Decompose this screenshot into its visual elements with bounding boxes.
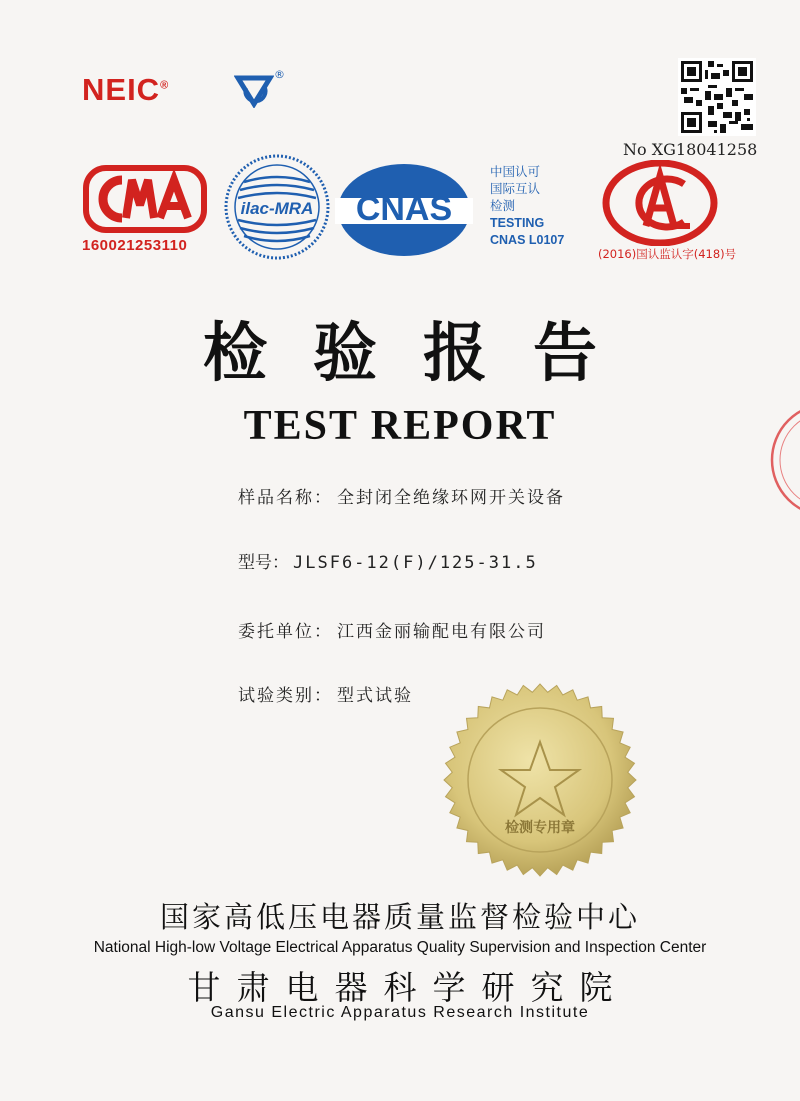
field-value: 型式试验 xyxy=(337,686,413,706)
qr-code-icon xyxy=(678,58,756,136)
gold-seal-icon xyxy=(440,680,640,880)
cnas-accreditation-text: 中国认可 国际互认 检测 TESTING CNAS L0107 xyxy=(490,165,565,247)
cal-caption: (2016)国认监认字(418)号 xyxy=(598,247,737,261)
gs-logo-icon xyxy=(234,72,274,108)
field-label: 委托单位： xyxy=(238,622,333,642)
certificate-number: No XG18041258 xyxy=(623,140,758,159)
field-value: 江西金丽输配电有限公司 xyxy=(337,622,546,642)
field-model xyxy=(238,548,538,573)
field-client xyxy=(238,617,546,642)
svg-text:ilac-MRA: ilac-MRA xyxy=(240,199,314,218)
gs-reg-mark: ® xyxy=(274,68,285,81)
field-label: 样品名称： xyxy=(238,488,333,508)
institute-name-chinese: 甘肃电器科学研究院 xyxy=(187,968,629,1007)
cal-logo-icon xyxy=(600,160,720,246)
field-label: 试验类别： xyxy=(238,686,333,706)
svg-text:检测专用章: 检测专用章 xyxy=(505,820,575,836)
red-stamp-edge-icon xyxy=(758,400,800,520)
field-value: JLSF6-12(F)/125-31.5 xyxy=(293,553,538,573)
center-name-chinese: 国家高低压电器质量监督检验中心 xyxy=(159,900,640,934)
field-test-category xyxy=(238,681,413,706)
cnas-logo-icon xyxy=(335,162,473,258)
field-value: 全封闭全绝缘环网开关设备 xyxy=(337,488,565,508)
report-title-chinese: 检验报告 xyxy=(203,317,643,391)
field-label: 型号： xyxy=(238,553,289,573)
field-sample-name xyxy=(238,483,565,508)
institute-name-english: Gansu Electric Apparatus Research Institute xyxy=(210,1004,590,1021)
report-title-english: TEST REPORT xyxy=(243,403,557,449)
ilac-mra-logo-icon xyxy=(222,152,332,262)
center-name-english: National High-low Voltage Electrical Apparatus Quality Supervision and Inspection Center xyxy=(93,939,707,956)
svg-text:CNAS: CNAS xyxy=(355,190,453,228)
cma-number: 16002125311​0 xyxy=(82,237,188,254)
neic-logo: NEIC® xyxy=(82,72,170,107)
